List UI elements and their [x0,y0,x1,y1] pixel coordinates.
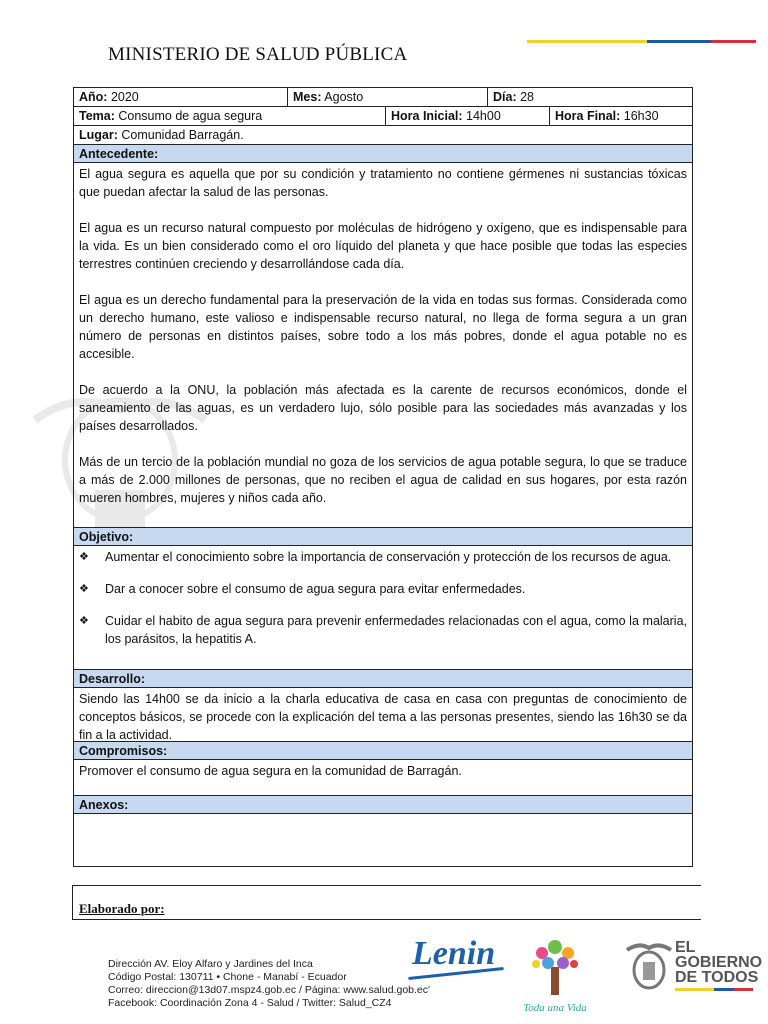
anexos-header: Anexos: [74,796,692,814]
antecedente-body [74,163,692,528]
diamond-bullet-icon: ❖ [79,551,89,563]
hora-inicial-value: 14h00 [466,109,501,123]
tema-cell [74,107,386,125]
toda-una-vida-text: Toda una Vida [523,1002,587,1014]
hora-inicial-cell [386,107,550,125]
lugar-cell [74,126,692,144]
tema-label: Tema: [79,109,115,123]
compromisos-body [74,760,692,796]
paragraph: Más de un tercio de la población mundial no goza de los servicios de agua potable segura, lo que se traduce a más de 2.000 millones de personas, que no reciben el agua de calidad en sus hogares, por esta razón mueren hombres, mujeres y niños cada año. [79,455,687,505]
anio-label: Año: [79,90,108,104]
objetivo-body [74,546,692,670]
gobierno-text-gobierno: GOBIERNO [675,954,763,971]
gobierno-text-de-todos: DE TODOS [675,969,759,986]
footer-contact [108,958,430,1010]
hora-final-label: Hora Final: [555,109,621,123]
footer-address: Dirección AV. Eloy Alfaro y Jardines del Inca [108,958,313,970]
objetivo-text: Cuidar el habito de agua segura para prevenir enfermedades relacionadas con el agua, como la malaria, los parásitos, la hepatitis A. [105,614,687,646]
paragraph: El agua segura es aquella que por su condición y tratamiento no contiene gérmenes ni sustancias tóxicas que puedan afectar la salud de las personas. [79,167,687,199]
compromisos-text: Promover el consumo de agua segura en la comunidad de Barragán. [79,764,462,778]
flag-stripe-red [711,40,756,43]
mes-value: Agosto [324,90,364,104]
dia-cell [488,88,692,106]
desarrollo-text: Siendo las 14h00 se da inicio a la charla educativa de casa en casa con preguntas de conocimiento de conceptos básicos, se procede con la explicación del tema a las personas presentes, siendo las 16h30 se da fin a la actividad. [79,692,687,742]
desarrollo-body [74,688,692,742]
hora-inicial-label: Hora Inicial: [391,109,463,123]
flag-stripe-blue [647,40,711,43]
hora-final-value: 16h30 [623,109,659,123]
objetivo-text: Aumentar el conocimiento sobre la importancia de conservación y protección de los recursos de agua. [105,550,672,564]
gobierno-de-todos-logo [625,939,763,1000]
lugar-value: Comunidad Barragán. [121,128,244,142]
mes-label: Mes: [293,90,322,104]
footer-postal: Código Postal: 130711 • Chone - Manabí - Ecuador [108,971,347,983]
dia-label: Día: [493,90,517,104]
antecedente-header: Antecedente: [74,145,692,163]
anexos-body [74,814,692,866]
page-title: MINISTERIO DE SALUD PÚBLICA [108,44,408,65]
elaborado-por-label: Elaborado por: [79,901,165,916]
anio-value: 2020 [110,90,139,104]
lenin-logo-text: Lenin [412,935,496,972]
mes-cell [288,88,488,106]
diamond-bullet-icon: ❖ [79,615,89,627]
activity-report-form [73,87,693,867]
footer-social: Facebook: Coordinación Zona 4 - Salud / Twitter: Salud_CZ4 [108,997,392,1009]
objetivo-header: Objetivo: [74,528,692,546]
compromisos-header: Compromisos: [74,742,692,760]
hora-final-cell [550,107,692,125]
objetivo-text: Dar a conocer sobre el consumo de agua segura para evitar enfermedades. [105,582,526,596]
lugar-label: Lugar: [79,128,118,142]
list-item [79,548,687,566]
gobierno-text-el: EL [675,939,696,956]
anio-cell [74,88,288,106]
dia-value: 28 [520,90,535,104]
elaborado-por-box [72,885,701,920]
diamond-bullet-icon: ❖ [79,583,89,595]
list-item [79,612,687,648]
paragraph: El agua es un recurso natural compuesto por moléculas de hidrógeno y oxígeno, que es indispensable para la vida. Es un bien considerado como el oro líquido del planeta y que hace posible que todas las especies terrestres continúen creciendo y desarrollándose cada día. [79,221,687,271]
tree-icon [522,935,588,997]
ecuador-coat-of-arms-icon [625,940,673,998]
toda-una-vida-logo [522,935,588,1015]
tema-value: Consumo de agua segura [118,109,263,123]
flag-stripe-yellow [527,40,647,43]
paragraph: El agua es un derecho fundamental para la preservación de la vida en todas sus formas. Considerada como un derecho humano, este valioso e indispensable recurso natural, no llega de forma segura a un gran número de personas en distintos países, sobre todo a los más pobres, donde el agua potable no es accesible. [79,293,687,361]
footer-email: Correo: direccion@13d07.mspz4.gob.ec / Página: www.salud.gob.ec' [108,984,431,996]
desarrollo-header: Desarrollo: [74,670,692,688]
list-item [79,580,687,598]
paragraph: De acuerdo a la ONU, la población más afectada es la carente de recursos económicos, donde el saneamiento de las aguas, es un verdadero lujo, sólo posible para las sociedades más avanzadas y los países desarrollados. [79,383,687,433]
